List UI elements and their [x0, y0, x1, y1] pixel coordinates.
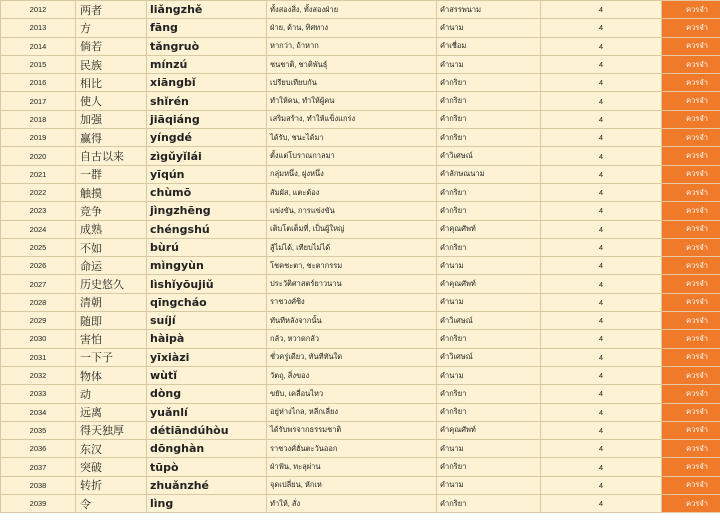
table-row	[1, 312, 720, 330]
part-of-speech-cell: คำวิเศษณ์	[437, 348, 541, 366]
meaning-cell: เสริมสร้าง, ทำให้แข็งแกร่ง	[267, 110, 437, 128]
hanzi-cell: 东汉	[76, 440, 147, 458]
table-row	[1, 129, 720, 147]
part-of-speech-cell: คำนาม	[437, 257, 541, 275]
hanzi-cell: 一群	[76, 165, 147, 183]
hanzi-cell: 竞争	[76, 202, 147, 220]
meaning-cell: สัมผัส, แตะต้อง	[267, 183, 437, 201]
count-cell: 4	[541, 238, 662, 256]
row-number: 2035	[1, 421, 76, 439]
pinyin-cell: détiāndúhòu	[147, 421, 267, 439]
row-number: 2032	[1, 366, 76, 384]
table-row	[1, 385, 720, 403]
row-number: 2030	[1, 330, 76, 348]
table-row	[1, 440, 720, 458]
count-cell: 4	[541, 183, 662, 201]
status-badge[interactable]: ควรจำ	[662, 495, 720, 513]
pinyin-cell: mìngyùn	[147, 257, 267, 275]
table-row	[1, 476, 720, 494]
part-of-speech-cell: คำกริยา	[437, 403, 541, 421]
status-badge[interactable]: ควรจำ	[662, 74, 720, 92]
pinyin-cell: lìng	[147, 495, 267, 513]
vocabulary-table-body	[1, 1, 720, 513]
meaning-cell: เติบโตเต็มที่, เป็นผู้ใหญ่	[267, 220, 437, 238]
table-row	[1, 238, 720, 256]
part-of-speech-cell: คำลักษณนาม	[437, 165, 541, 183]
pinyin-cell: chùmō	[147, 183, 267, 201]
meaning-cell: ฝ่าฟัน, ทะลุผ่าน	[267, 458, 437, 476]
part-of-speech-cell: คำวิเศษณ์	[437, 312, 541, 330]
status-badge[interactable]: ควรจำ	[662, 92, 720, 110]
table-row	[1, 403, 720, 421]
count-cell: 4	[541, 403, 662, 421]
row-number: 2034	[1, 403, 76, 421]
meaning-cell: กลัว, หวาดกลัว	[267, 330, 437, 348]
part-of-speech-cell: คำนาม	[437, 440, 541, 458]
pinyin-cell: dōnghàn	[147, 440, 267, 458]
hanzi-cell: 命运	[76, 257, 147, 275]
table-row	[1, 220, 720, 238]
status-badge[interactable]: ควรจำ	[662, 312, 720, 330]
count-cell: 4	[541, 330, 662, 348]
row-number: 2033	[1, 385, 76, 403]
pinyin-cell: tǎngruò	[147, 37, 267, 55]
pinyin-cell: bùrú	[147, 238, 267, 256]
part-of-speech-cell: คำเชื่อม	[437, 37, 541, 55]
pinyin-cell: yīxiàzi	[147, 348, 267, 366]
table-row	[1, 293, 720, 311]
part-of-speech-cell: คำนาม	[437, 476, 541, 494]
part-of-speech-cell: คำคุณศัพท์	[437, 220, 541, 238]
part-of-speech-cell: คำกริยา	[437, 183, 541, 201]
row-number: 2016	[1, 74, 76, 92]
part-of-speech-cell: คำคุณศัพท์	[437, 421, 541, 439]
row-number: 2023	[1, 202, 76, 220]
pinyin-cell: wùtǐ	[147, 366, 267, 384]
hanzi-cell: 两者	[76, 1, 147, 19]
status-badge[interactable]: ควรจำ	[662, 147, 720, 165]
count-cell: 4	[541, 19, 662, 37]
pinyin-cell: liǎngzhě	[147, 1, 267, 19]
meaning-cell: ประวัติศาสตร์ยาวนาน	[267, 275, 437, 293]
part-of-speech-cell: คำกริยา	[437, 110, 541, 128]
table-row	[1, 74, 720, 92]
meaning-cell: ขยับ, เคลื่อนไหว	[267, 385, 437, 403]
row-number: 2026	[1, 257, 76, 275]
table-row	[1, 37, 720, 55]
status-badge[interactable]: ควรจำ	[662, 421, 720, 439]
hanzi-cell: 转折	[76, 476, 147, 494]
table-row	[1, 366, 720, 384]
table-row	[1, 1, 720, 19]
row-number: 2012	[1, 1, 76, 19]
pinyin-cell: fāng	[147, 19, 267, 37]
meaning-cell: วัตถุ, สิ่งของ	[267, 366, 437, 384]
row-number: 2025	[1, 238, 76, 256]
pinyin-cell: mínzú	[147, 55, 267, 73]
row-number: 2037	[1, 458, 76, 476]
row-number: 2017	[1, 92, 76, 110]
count-cell: 4	[541, 257, 662, 275]
count-cell: 4	[541, 312, 662, 330]
count-cell: 4	[541, 275, 662, 293]
row-number: 2022	[1, 183, 76, 201]
table-row	[1, 257, 720, 275]
part-of-speech-cell: คำนาม	[437, 366, 541, 384]
table-row	[1, 348, 720, 366]
table-row	[1, 421, 720, 439]
hanzi-cell: 历史悠久	[76, 275, 147, 293]
hanzi-cell: 突破	[76, 458, 147, 476]
table-row	[1, 19, 720, 37]
count-cell: 4	[541, 55, 662, 73]
hanzi-cell: 成熟	[76, 220, 147, 238]
meaning-cell: ราชวงศ์ชิง	[267, 293, 437, 311]
hanzi-cell: 害怕	[76, 330, 147, 348]
pinyin-cell: dòng	[147, 385, 267, 403]
count-cell: 4	[541, 385, 662, 403]
status-badge[interactable]: ควรจำ	[662, 55, 720, 73]
meaning-cell: ทันทีหลังจากนั้น	[267, 312, 437, 330]
status-badge[interactable]: ควรจำ	[662, 366, 720, 384]
table-row	[1, 495, 720, 513]
pinyin-cell: qīngcháo	[147, 293, 267, 311]
hanzi-cell: 物体	[76, 366, 147, 384]
hanzi-cell: 动	[76, 385, 147, 403]
row-number: 2036	[1, 440, 76, 458]
hanzi-cell: 民族	[76, 55, 147, 73]
status-badge[interactable]: ควรจำ	[662, 129, 720, 147]
row-number: 2039	[1, 495, 76, 513]
table-row	[1, 110, 720, 128]
count-cell: 4	[541, 293, 662, 311]
status-badge[interactable]: ควรจำ	[662, 110, 720, 128]
hanzi-cell: 赢得	[76, 129, 147, 147]
meaning-cell: ตั้งแต่โบราณกาลมา	[267, 147, 437, 165]
meaning-cell: แข่งขัน, การแข่งขัน	[267, 202, 437, 220]
row-number: 2027	[1, 275, 76, 293]
count-cell: 4	[541, 348, 662, 366]
pinyin-cell: suíjí	[147, 312, 267, 330]
count-cell: 4	[541, 202, 662, 220]
part-of-speech-cell: คำกริยา	[437, 92, 541, 110]
count-cell: 4	[541, 1, 662, 19]
meaning-cell: เปรียบเทียบกัน	[267, 74, 437, 92]
table-row	[1, 55, 720, 73]
count-cell: 4	[541, 129, 662, 147]
part-of-speech-cell: คำคุณศัพท์	[437, 275, 541, 293]
part-of-speech-cell: คำกริยา	[437, 495, 541, 513]
count-cell: 4	[541, 92, 662, 110]
hanzi-cell: 加强	[76, 110, 147, 128]
hanzi-cell: 一下子	[76, 348, 147, 366]
row-number: 2031	[1, 348, 76, 366]
meaning-cell: ราชวงศ์ฮั่นตะวันออก	[267, 440, 437, 458]
count-cell: 4	[541, 110, 662, 128]
status-badge[interactable]: ควรจำ	[662, 275, 720, 293]
count-cell: 4	[541, 37, 662, 55]
count-cell: 4	[541, 366, 662, 384]
table-row	[1, 183, 720, 201]
pinyin-cell: jìngzhēng	[147, 202, 267, 220]
table-row	[1, 275, 720, 293]
count-cell: 4	[541, 74, 662, 92]
status-badge[interactable]: ควรจำ	[662, 19, 720, 37]
pinyin-cell: yíngdé	[147, 129, 267, 147]
status-badge[interactable]: ควรจำ	[662, 476, 720, 494]
pinyin-cell: zhuǎnzhé	[147, 476, 267, 494]
meaning-cell: โชคชะตา, ชะตากรรม	[267, 257, 437, 275]
meaning-cell: สู้ไม่ได้, เทียบไม่ได้	[267, 238, 437, 256]
count-cell: 4	[541, 421, 662, 439]
meaning-cell: ฝ่าย, ด้าน, ทิศทาง	[267, 19, 437, 37]
count-cell: 4	[541, 476, 662, 494]
count-cell: 4	[541, 495, 662, 513]
row-number: 2028	[1, 293, 76, 311]
status-badge[interactable]: ควรจำ	[662, 238, 720, 256]
meaning-cell: อยู่ห่างไกล, หลีกเลี่ยง	[267, 403, 437, 421]
row-number: 2020	[1, 147, 76, 165]
meaning-cell: ได้รับ, ชนะได้มา	[267, 129, 437, 147]
pinyin-cell: jiāqiáng	[147, 110, 267, 128]
pinyin-cell: lìshǐyōujiǔ	[147, 275, 267, 293]
count-cell: 4	[541, 220, 662, 238]
part-of-speech-cell: คำกริยา	[437, 385, 541, 403]
meaning-cell: กลุ่มหนึ่ง, ฝูงหนึ่ง	[267, 165, 437, 183]
hanzi-cell: 使人	[76, 92, 147, 110]
status-badge[interactable]: ควรจำ	[662, 165, 720, 183]
pinyin-cell: yuǎnlí	[147, 403, 267, 421]
hanzi-cell: 相比	[76, 74, 147, 92]
part-of-speech-cell: คำวิเศษณ์	[437, 147, 541, 165]
hanzi-cell: 随即	[76, 312, 147, 330]
status-badge[interactable]: ควรจำ	[662, 440, 720, 458]
status-badge[interactable]: ควรจำ	[662, 293, 720, 311]
status-badge[interactable]: ควรจำ	[662, 1, 720, 19]
count-cell: 4	[541, 147, 662, 165]
hanzi-cell: 清朝	[76, 293, 147, 311]
pinyin-cell: shǐrén	[147, 92, 267, 110]
part-of-speech-cell: คำกริยา	[437, 458, 541, 476]
status-badge[interactable]: ควรจำ	[662, 37, 720, 55]
meaning-cell: ทำให้คน, ทำให้ผู้คน	[267, 92, 437, 110]
hanzi-cell: 倘若	[76, 37, 147, 55]
count-cell: 4	[541, 458, 662, 476]
hanzi-cell: 触摸	[76, 183, 147, 201]
meaning-cell: ชั่วครู่เดียว, ทันทีทันใด	[267, 348, 437, 366]
meaning-cell: ทั้งสองสิ่ง, ทั้งสองฝ่าย	[267, 1, 437, 19]
row-number: 2024	[1, 220, 76, 238]
status-badge[interactable]: ควรจำ	[662, 257, 720, 275]
hanzi-cell: 远离	[76, 403, 147, 421]
status-badge[interactable]: ควรจำ	[662, 385, 720, 403]
status-badge[interactable]: ควรจำ	[662, 220, 720, 238]
meaning-cell: จุดเปลี่ยน, หักเห	[267, 476, 437, 494]
status-badge[interactable]: ควรจำ	[662, 183, 720, 201]
meaning-cell: หากว่า, ถ้าหาก	[267, 37, 437, 55]
table-row	[1, 202, 720, 220]
pinyin-cell: yīqún	[147, 165, 267, 183]
meaning-cell: ได้รับพรจากธรรมชาติ	[267, 421, 437, 439]
hanzi-cell: 得天独厚	[76, 421, 147, 439]
pinyin-cell: hàipà	[147, 330, 267, 348]
table-row	[1, 92, 720, 110]
part-of-speech-cell: คำกริยา	[437, 330, 541, 348]
pinyin-cell: chéngshú	[147, 220, 267, 238]
status-badge[interactable]: ควรจำ	[662, 458, 720, 476]
part-of-speech-cell: คำนาม	[437, 55, 541, 73]
row-number: 2021	[1, 165, 76, 183]
meaning-cell: ทำให้, สั่ง	[267, 495, 437, 513]
hanzi-cell: 令	[76, 495, 147, 513]
table-row	[1, 330, 720, 348]
row-number: 2015	[1, 55, 76, 73]
part-of-speech-cell: คำนาม	[437, 19, 541, 37]
table-row	[1, 165, 720, 183]
pinyin-cell: tūpò	[147, 458, 267, 476]
hanzi-cell: 方	[76, 19, 147, 37]
hanzi-cell: 自古以来	[76, 147, 147, 165]
part-of-speech-cell: คำนาม	[437, 293, 541, 311]
row-number: 2014	[1, 37, 76, 55]
row-number: 2029	[1, 312, 76, 330]
part-of-speech-cell: คำกริยา	[437, 74, 541, 92]
row-number: 2018	[1, 110, 76, 128]
count-cell: 4	[541, 165, 662, 183]
part-of-speech-cell: คำกริยา	[437, 129, 541, 147]
status-badge[interactable]: ควรจำ	[662, 330, 720, 348]
status-badge[interactable]: ควรจำ	[662, 403, 720, 421]
row-number: 2038	[1, 476, 76, 494]
pinyin-cell: xiāngbǐ	[147, 74, 267, 92]
status-badge[interactable]: ควรจำ	[662, 202, 720, 220]
hanzi-cell: 不如	[76, 238, 147, 256]
table-row	[1, 147, 720, 165]
row-number: 2013	[1, 19, 76, 37]
row-number: 2019	[1, 129, 76, 147]
meaning-cell: ชนชาติ, ชาติพันธุ์	[267, 55, 437, 73]
part-of-speech-cell: คำสรรพนาม	[437, 1, 541, 19]
status-badge[interactable]: ควรจำ	[662, 348, 720, 366]
pinyin-cell: zìgǔyǐlái	[147, 147, 267, 165]
part-of-speech-cell: คำกริยา	[437, 238, 541, 256]
table-row	[1, 458, 720, 476]
part-of-speech-cell: คำกริยา	[437, 202, 541, 220]
count-cell: 4	[541, 440, 662, 458]
